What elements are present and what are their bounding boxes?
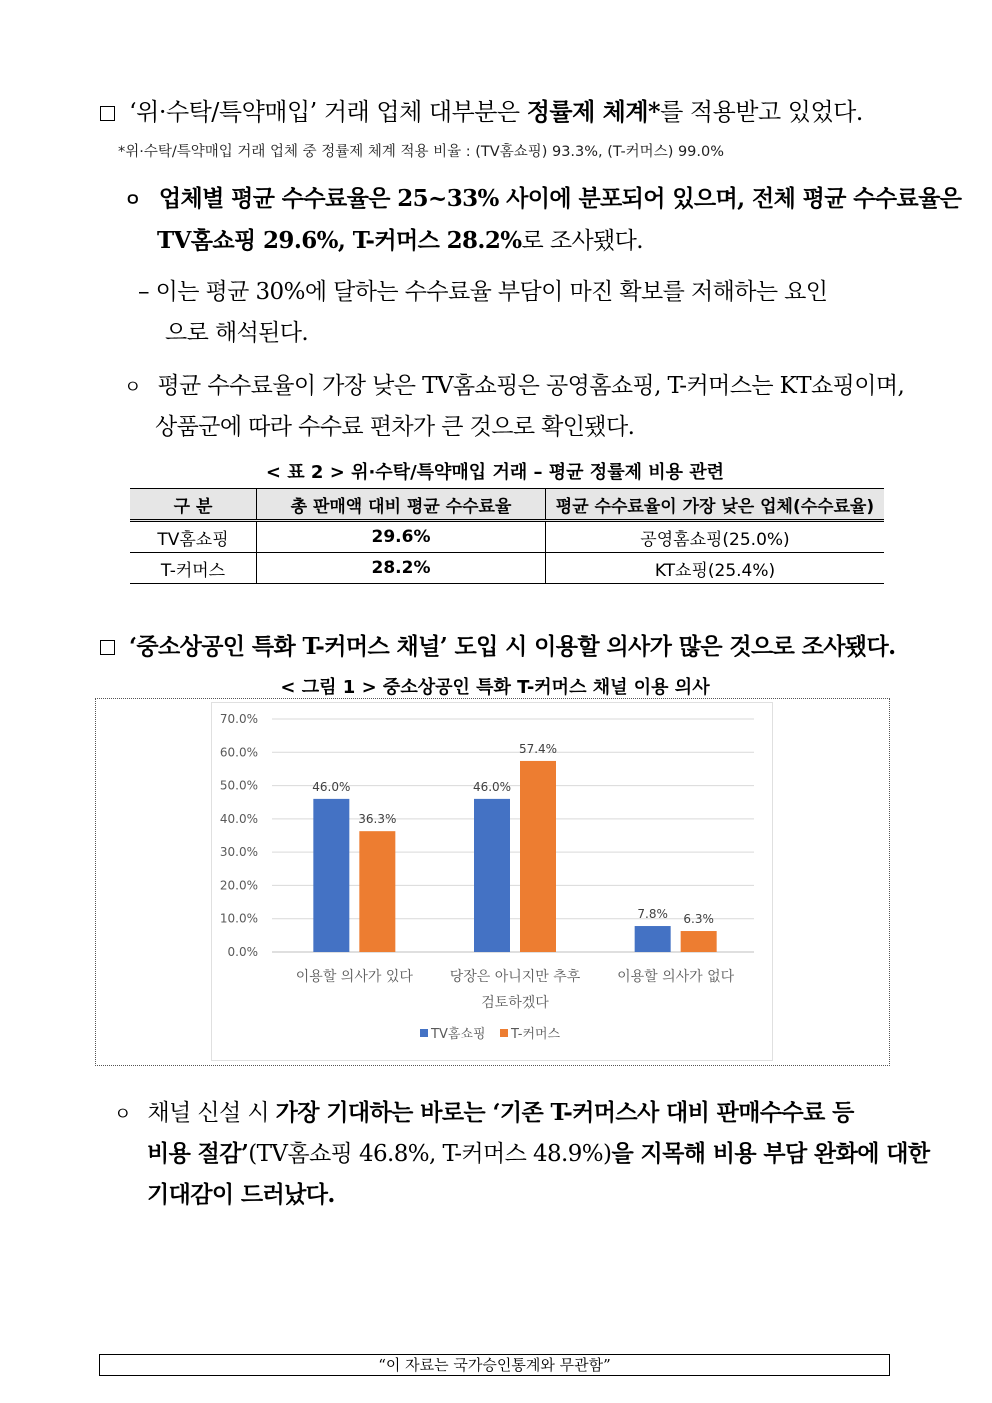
bar (520, 761, 556, 952)
chart-frame (95, 698, 890, 1066)
y-tick-label: 20.0% (219, 878, 258, 893)
circle-bullet-icon: ㅇ (124, 190, 141, 211)
section2-heading: ‘중소상공인 특화 T-커머스 채널’ 도입 시 이용할 의사가 많은 것으로 조사됐다. (100, 628, 896, 661)
bullet2-line1: ㅇ 평균 수수료율이 가장 낮은 TV홈쇼핑은 공영홈쇼핑, T-커머스는 KT쇼핑이며, (124, 373, 905, 399)
table-cell: T-커머스 (130, 553, 257, 584)
section3-line1: ㅇ 채널 신설 시 가장 기대하는 바로는 ‘기존 T-커머스사 대비 판매수수료 등 (114, 1099, 854, 1126)
data-label: 36.3% (358, 812, 397, 827)
x-tick-label: 당장은 아니지만 추후 (449, 969, 581, 985)
y-tick-label: 40.0% (219, 811, 258, 826)
table-row (130, 521, 884, 553)
figure-caption: < 그림 1 > 중소상공인 특화 T-커머스 채널 이용 의사 (280, 677, 710, 698)
bullet1-line1: ㅇ 업체별 평균 수수료율은 25~33% 사이에 분포되어 있으며, 전체 평균 수수료율은 (124, 185, 962, 212)
data-label: 57.4% (518, 741, 558, 756)
x-tick-label: 검토하겠다 (481, 995, 549, 1011)
table-caption: < 표 2 > 위·수탁/특약매입 거래 – 평균 정률제 비용 관련 (265, 462, 725, 483)
y-tick-label: 60.0% (219, 745, 258, 760)
table-header: 총 판매액 대비 평균 수수료율 (257, 489, 546, 521)
section3-line2: 비용 절감’(TV홈쇼핑 46.8%, T-커머스 48.9%)을 지목해 비용 부담 완화에 대한 (147, 1140, 930, 1167)
square-bullet-icon (100, 106, 115, 121)
data-label: 7.8% (637, 907, 668, 922)
dash-line2: 으로 해석된다. (165, 320, 309, 346)
table-header-row (130, 489, 884, 521)
section1-heading: ‘위·수탁/특약매입’ 거래 업체 대부분은 정률제 체계*를 적용받고 있었다. (100, 92, 863, 127)
section3-line3: 기대감이 드러났다. (147, 1181, 335, 1208)
footer-note: “이 자료는 국가승인통계와 무관함” (99, 1354, 890, 1376)
fee-table (130, 488, 884, 584)
table-cell: KT쇼핑(25.4%) (546, 553, 885, 584)
legend-swatch (500, 1029, 508, 1037)
legend-label: T-커머스 (511, 1027, 561, 1042)
y-tick-label: 50.0% (219, 778, 258, 793)
table-cell: 28.2% (257, 553, 546, 584)
bar-chart (212, 703, 772, 1060)
bar (474, 799, 510, 952)
circle-bullet-icon: ㅇ (124, 377, 141, 398)
y-tick-label: 30.0% (219, 845, 258, 860)
table-header: 평균 수수료율이 가장 낮은 업체(수수료율) (546, 489, 885, 521)
chart-area (211, 702, 773, 1061)
bullet2-line2: 상품군에 따라 수수료 편차가 큰 것으로 확인됐다. (155, 414, 635, 440)
data-label: 46.0% (472, 779, 512, 794)
bar (681, 931, 717, 952)
legend-label: TV홈쇼핑 (431, 1027, 486, 1042)
bullet1-line2: TV홈쇼핑 29.6%, T-커머스 28.2%로 조사됐다. (157, 227, 644, 254)
data-label: 46.0% (312, 779, 351, 794)
bar (359, 831, 395, 952)
table-header: 구 분 (130, 489, 257, 521)
table-cell: 공영홈쇼핑(25.0%) (546, 521, 885, 553)
y-tick-label: 0.0% (227, 945, 258, 959)
square-bullet-icon (100, 640, 115, 655)
table-cell: 29.6% (257, 521, 546, 553)
x-tick-label: 이용할 의사가 없다 (617, 969, 735, 985)
bar (635, 926, 671, 952)
data-label: 6.3% (683, 912, 714, 927)
table-row (130, 553, 884, 584)
x-tick-label: 이용할 의사가 있다 (295, 969, 413, 985)
circle-bullet-icon: ㅇ (114, 1104, 131, 1125)
table-cell: TV홈쇼핑 (130, 521, 257, 553)
dash-line1: – 이는 평균 30%에 달하는 수수료율 부담이 마진 확보를 저해하는 요인 (138, 279, 828, 305)
legend-swatch (420, 1029, 428, 1037)
footnote: *위·수탁/특약매입 거래 업체 중 정률제 체계 적용 비율 : (TV홈쇼핑) 93.3%, (T-커머스) 99.0% (118, 144, 725, 160)
y-tick-label: 70.0% (219, 712, 258, 726)
bar (313, 799, 349, 952)
y-tick-label: 10.0% (219, 911, 258, 926)
